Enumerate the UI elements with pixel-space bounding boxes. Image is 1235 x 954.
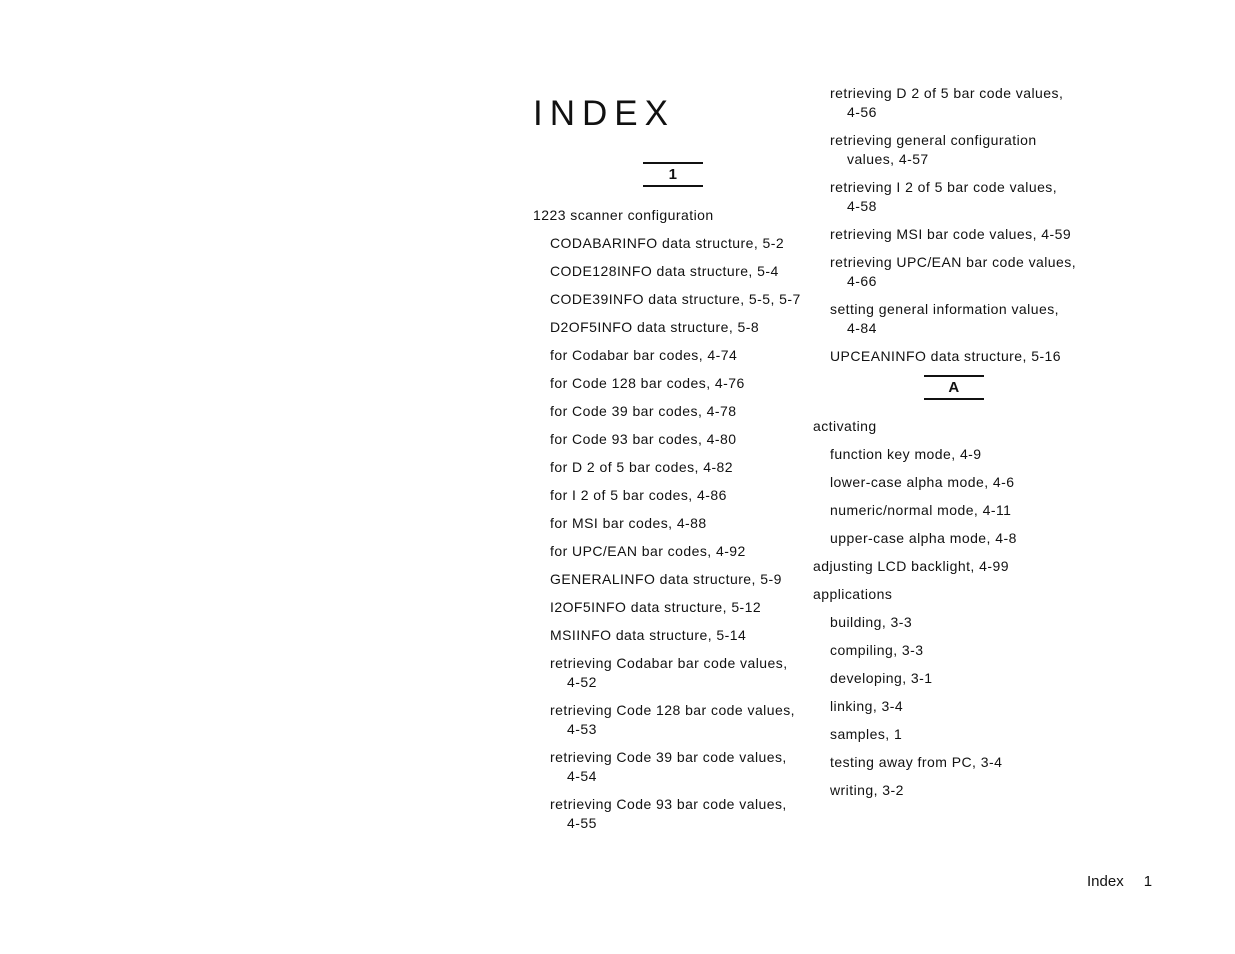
index-entry-continuation: 4-53 — [567, 721, 597, 737]
index-entry-sub: for Codabar bar codes, 4-74 — [550, 347, 738, 363]
index-entry-continuation: values, 4-57 — [847, 151, 929, 167]
index-entry-sub: I2OF5INFO data structure, 5-12 — [550, 599, 762, 615]
index-entry-text: retrieving Codabar bar code values, — [550, 655, 788, 671]
index-entry-main: 1223 scanner configuration — [533, 207, 714, 223]
index-entry-sub — [533, 795, 818, 833]
index-entry-sub: lower-case alpha mode, 4-6 — [830, 474, 1015, 490]
index-entry-sub: CODABARINFO data structure, 5-2 — [550, 235, 785, 251]
index-entry-sub: samples, 1 — [830, 726, 903, 742]
index-entry-sub: CODE128INFO data structure, 5-4 — [550, 263, 779, 279]
index-entry-text: retrieving Code 39 bar code values, — [550, 749, 787, 765]
index-entry-continuation: 4-52 — [567, 674, 597, 690]
index-entry-continuation: 4-58 — [847, 198, 877, 214]
index-entry-sub: GENERALINFO data structure, 5-9 — [550, 571, 782, 587]
index-entry-sub: writing, 3-2 — [830, 782, 904, 798]
index-entry-text: retrieving general configuration — [830, 132, 1037, 148]
index-entry-sub — [813, 84, 1098, 122]
index-entry-sub — [813, 300, 1098, 338]
index-entry-text: retrieving D 2 of 5 bar code values, — [830, 85, 1064, 101]
index-entry-text: retrieving Code 93 bar code values, — [550, 796, 787, 812]
index-entry-continuation: 4-55 — [567, 815, 597, 831]
index-entry-text: retrieving Code 128 bar code values, — [550, 702, 796, 718]
index-entry-text: retrieving UPC/EAN bar code values, — [830, 254, 1077, 270]
index-entry-sub — [813, 131, 1098, 169]
index-entry-sub: for MSI bar codes, 4-88 — [550, 515, 707, 531]
index-entry-sub: building, 3-3 — [830, 614, 913, 630]
index-entry-sub: for Code 93 bar codes, 4-80 — [550, 431, 737, 447]
index-entry-sub: for UPC/EAN bar codes, 4-92 — [550, 543, 746, 559]
index-entry-sub: function key mode, 4-9 — [830, 446, 982, 462]
footer-label: Index — [1087, 873, 1124, 890]
index-entry-sub: retrieving MSI bar code values, 4-59 — [830, 226, 1072, 242]
index-entry-sub: for Code 39 bar codes, 4-78 — [550, 403, 737, 419]
index-column-right — [813, 84, 1098, 809]
index-entry-continuation: 4-54 — [567, 768, 597, 784]
index-entry-sub — [533, 654, 818, 692]
index-entry-sub: MSIINFO data structure, 5-14 — [550, 627, 747, 643]
section-heading-a: A — [924, 375, 984, 400]
section-heading-1: 1 — [643, 162, 703, 187]
index-entry-sub — [533, 748, 818, 786]
index-entry-main: adjusting LCD backlight, 4-99 — [813, 558, 1009, 574]
index-entry-sub — [813, 178, 1098, 216]
index-entry-continuation: 4-56 — [847, 104, 877, 120]
index-entry-sub: for Code 128 bar codes, 4-76 — [550, 375, 745, 391]
index-entry-sub: developing, 3-1 — [830, 670, 933, 686]
index-entry-text: retrieving I 2 of 5 bar code values, — [830, 179, 1058, 195]
index-entry-sub: linking, 3-4 — [830, 698, 904, 714]
page-number: 1 — [1143, 873, 1153, 890]
index-entry-sub: for I 2 of 5 bar codes, 4-86 — [550, 487, 727, 503]
index-entry-main: applications — [813, 586, 893, 602]
index-entry-continuation: 4-66 — [847, 273, 877, 289]
index-entry-sub: compiling, 3-3 — [830, 642, 924, 658]
index-entry-sub — [533, 701, 818, 739]
page-title: INDEX — [533, 94, 675, 133]
index-entry-sub: CODE39INFO data structure, 5-5, 5-7 — [550, 291, 801, 307]
index-entry-continuation: 4-84 — [847, 320, 877, 336]
index-entry-sub: upper-case alpha mode, 4-8 — [830, 530, 1017, 546]
index-entry-sub: D2OF5INFO data structure, 5-8 — [550, 319, 760, 335]
index-column-left — [533, 162, 818, 842]
index-entry-sub: UPCEANINFO data structure, 5-16 — [830, 348, 1062, 364]
index-entry-sub: numeric/normal mode, 4-11 — [830, 502, 1012, 518]
page-footer — [1087, 872, 1152, 892]
index-entry-text: setting general information values, — [830, 301, 1059, 317]
index-entry-main: activating — [813, 418, 877, 434]
index-entry-sub — [813, 253, 1098, 291]
index-entry-sub: for D 2 of 5 bar codes, 4-82 — [550, 459, 734, 475]
index-entry-sub: testing away from PC, 3-4 — [830, 754, 1003, 770]
